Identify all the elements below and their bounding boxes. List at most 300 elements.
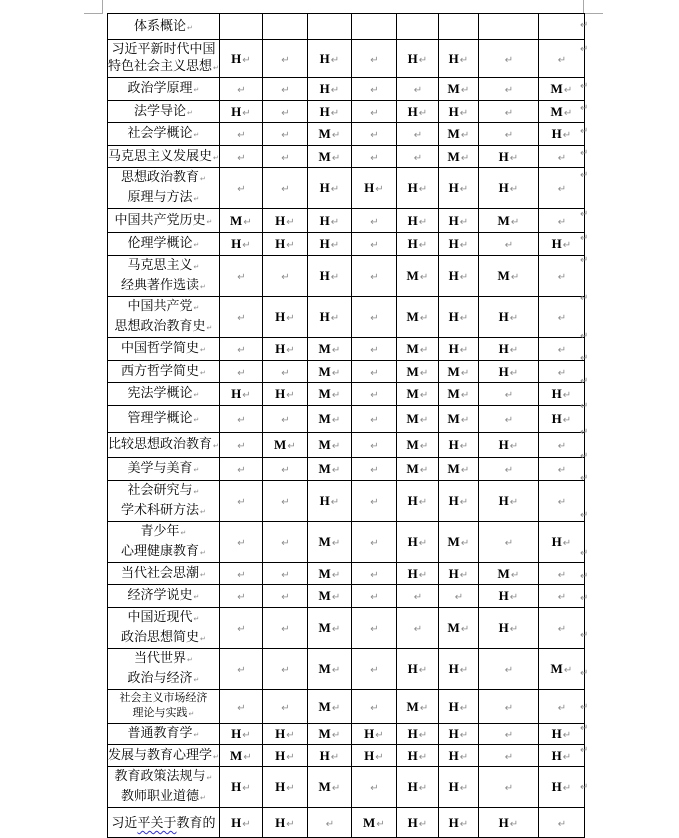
grade-cell[interactable] [219, 767, 262, 808]
grade-cell[interactable] [262, 338, 307, 361]
grade-cell[interactable] [538, 406, 584, 433]
grade-cell[interactable] [219, 123, 262, 146]
grade-cell[interactable] [538, 209, 584, 233]
grade-cell[interactable] [478, 338, 538, 361]
grade-cell[interactable] [307, 256, 351, 297]
course-name: 心理健康教育↵ [121, 543, 206, 558]
grade-cell[interactable] [478, 78, 538, 101]
grade-cell[interactable] [351, 78, 396, 101]
grade-cell[interactable] [351, 233, 396, 256]
grade-cell[interactable] [396, 383, 438, 406]
grade-cell[interactable] [478, 433, 538, 458]
course-name: 经济学说史↵ [127, 587, 200, 602]
course-cell[interactable] [108, 522, 220, 563]
grade-cell[interactable] [262, 724, 307, 745]
grade-cell[interactable] [307, 297, 351, 338]
grade-cell[interactable] [351, 14, 396, 40]
grade-cell[interactable] [438, 458, 478, 481]
grade-cell[interactable] [307, 522, 351, 563]
grade-cell[interactable] [219, 522, 262, 563]
grade-cell[interactable] [478, 522, 538, 563]
paragraph-mark-icon: ↵ [418, 783, 428, 794]
grade-cell[interactable] [438, 767, 478, 808]
grade-cell[interactable] [262, 649, 307, 690]
grade-cell[interactable] [262, 690, 307, 724]
grade-cell[interactable] [307, 14, 351, 40]
grade-cell[interactable] [262, 256, 307, 297]
grade-cell[interactable] [478, 233, 538, 256]
course-cell[interactable] [108, 338, 220, 361]
paragraph-mark-icon: ↵ [419, 390, 429, 401]
grade-cell[interactable] [307, 649, 351, 690]
grade-cell[interactable] [262, 146, 307, 168]
grade-cell[interactable] [538, 168, 584, 209]
grade-cell[interactable] [262, 406, 307, 433]
grade-cell[interactable] [438, 338, 478, 361]
grade-cell[interactable] [219, 78, 262, 101]
grade-cell[interactable] [478, 724, 538, 745]
course-cell[interactable] [108, 608, 220, 649]
grade-cell[interactable] [538, 767, 584, 808]
grade-cell[interactable] [262, 745, 307, 767]
grade-cell[interactable] [262, 40, 307, 78]
grade-cell[interactable] [538, 458, 584, 481]
course-name: 体系概论↵ [134, 17, 193, 33]
paragraph-mark-icon: ↵ [370, 569, 379, 581]
grade-cell[interactable] [438, 14, 478, 40]
grade-cell[interactable] [307, 690, 351, 724]
grade-cell[interactable] [262, 361, 307, 383]
grade-cell[interactable] [262, 522, 307, 563]
grade-cell[interactable] [307, 361, 351, 383]
course-cell[interactable] [108, 101, 220, 123]
grade-cell[interactable] [307, 78, 351, 101]
grade-cell[interactable] [396, 649, 438, 690]
grade-cell[interactable] [396, 690, 438, 724]
grade-cell[interactable] [307, 383, 351, 406]
course-cell[interactable] [108, 361, 220, 383]
grade-cell[interactable] [396, 40, 438, 78]
grade-cell[interactable] [351, 256, 396, 297]
grade-cell[interactable] [396, 745, 438, 767]
grade-cell[interactable] [438, 808, 478, 838]
grade-cell[interactable] [307, 123, 351, 146]
grade-cell[interactable] [438, 78, 478, 101]
paragraph-mark-icon: ↵ [509, 497, 519, 508]
grade-cell[interactable] [538, 585, 584, 608]
course-name: 中国近现代↵ [127, 609, 200, 624]
grade-cell[interactable] [307, 146, 351, 168]
grade-cell[interactable] [307, 406, 351, 433]
grade-cell[interactable] [478, 808, 538, 838]
course-cell[interactable] [108, 40, 220, 78]
paragraph-mark-icon: ↵ [419, 465, 429, 476]
grade-cell[interactable] [438, 724, 478, 745]
grade-cell[interactable] [307, 745, 351, 767]
grade-cell[interactable] [262, 123, 307, 146]
grade-cell[interactable] [438, 361, 478, 383]
grade-cell[interactable] [262, 767, 307, 808]
grade-letter: M [447, 81, 460, 96]
grade-cell[interactable] [262, 608, 307, 649]
row-end-paragraph-mark-icon: ↵ [580, 81, 589, 92]
grade-cell[interactable] [219, 563, 262, 585]
grade-cell[interactable] [478, 458, 538, 481]
grade-cell[interactable] [307, 724, 351, 745]
grade-cell[interactable] [396, 767, 438, 808]
grade-cell[interactable] [478, 101, 538, 123]
grade-cell[interactable] [478, 146, 538, 168]
grade-cell[interactable] [262, 458, 307, 481]
grade-cell[interactable] [351, 297, 396, 338]
grade-cell[interactable] [538, 808, 584, 838]
paragraph-mark-icon: ↵ [370, 624, 379, 635]
paragraph-mark-icon: ↵ [418, 751, 428, 763]
table-row [108, 123, 585, 146]
grade-cell[interactable] [262, 481, 307, 522]
grade-cell[interactable] [538, 724, 584, 745]
grade-cell[interactable] [438, 585, 478, 608]
grade-cell[interactable] [538, 481, 584, 522]
grade-cell[interactable] [351, 146, 396, 168]
grade-cell[interactable] [538, 256, 584, 297]
grade-cell[interactable] [478, 767, 538, 808]
course-cell[interactable] [108, 433, 220, 458]
grade-cell[interactable] [351, 168, 396, 209]
paragraph-mark-icon: ↵ [509, 152, 519, 164]
grade-cell[interactable] [396, 522, 438, 563]
grade-cell[interactable] [262, 14, 307, 40]
grade-cell[interactable] [478, 585, 538, 608]
grade-cell[interactable] [478, 481, 538, 522]
paragraph-mark-icon: ↵ [370, 152, 379, 164]
grade-cell[interactable] [396, 361, 438, 383]
grade-cell[interactable] [307, 40, 351, 78]
grade-cell[interactable] [262, 78, 307, 101]
grade-cell[interactable] [262, 297, 307, 338]
course-cell[interactable] [108, 745, 220, 767]
grade-cell[interactable] [478, 690, 538, 724]
grade-cell[interactable] [351, 406, 396, 433]
grade-cell[interactable] [478, 745, 538, 767]
grade-cell[interactable] [438, 168, 478, 209]
grade-cell[interactable] [478, 361, 538, 383]
grade-cell[interactable] [307, 209, 351, 233]
grade-cell[interactable] [262, 585, 307, 608]
row-end-paragraph-mark-icon: ↵ [580, 331, 589, 342]
course-cell[interactable] [108, 383, 220, 406]
grade-cell[interactable] [351, 522, 396, 563]
grade-cell[interactable] [262, 808, 307, 838]
course-name: 美学与美育↵ [127, 460, 200, 475]
grade-letter: H [231, 726, 242, 741]
grade-cell[interactable] [307, 233, 351, 256]
grade-cell[interactable] [538, 563, 584, 585]
grade-cell[interactable] [351, 433, 396, 458]
grade-cell[interactable] [478, 40, 538, 78]
grade-cell[interactable] [351, 767, 396, 808]
grade-cell[interactable] [219, 745, 262, 767]
grade-cell[interactable] [307, 608, 351, 649]
paragraph-mark-icon: ↵ [281, 465, 290, 476]
course-cell[interactable] [108, 168, 220, 209]
grade-cell[interactable] [396, 168, 438, 209]
grade-cell[interactable] [262, 433, 307, 458]
grade-cell[interactable] [219, 724, 262, 745]
grade-cell[interactable] [219, 297, 262, 338]
grade-cell[interactable] [438, 383, 478, 406]
grade-cell[interactable] [438, 563, 478, 585]
grade-cell[interactable] [307, 458, 351, 481]
paragraph-mark-icon: ↵ [242, 818, 251, 830]
grade-cell[interactable] [438, 608, 478, 649]
grade-cell[interactable] [538, 123, 584, 146]
grade-cell[interactable] [219, 209, 262, 233]
paragraph-mark-icon: ↵ [237, 665, 246, 676]
grade-cell[interactable] [538, 522, 584, 563]
grade-cell[interactable] [478, 168, 538, 209]
grade-cell[interactable] [262, 168, 307, 209]
grade-letter: H [275, 726, 286, 741]
grade-cell[interactable] [396, 14, 438, 40]
paragraph-mark-icon: ↵ [418, 240, 428, 251]
grade-cell[interactable] [538, 361, 584, 383]
course-cell[interactable] [108, 563, 220, 585]
grade-letter: H [319, 309, 330, 324]
grade-cell[interactable] [351, 608, 396, 649]
grade-cell[interactable] [351, 808, 396, 838]
grade-cell[interactable] [396, 563, 438, 585]
grade-cell[interactable] [396, 146, 438, 168]
grade-cell[interactable] [307, 563, 351, 585]
grade-cell[interactable] [219, 14, 262, 40]
grade-cell[interactable] [219, 690, 262, 724]
grade-cell[interactable] [219, 608, 262, 649]
grade-cell[interactable] [351, 40, 396, 78]
grade-cell[interactable] [478, 123, 538, 146]
grade-cell[interactable] [219, 406, 262, 433]
grade-cell[interactable] [219, 649, 262, 690]
course-cell[interactable] [108, 458, 220, 481]
grade-cell[interactable] [538, 383, 584, 406]
grade-cell[interactable] [307, 767, 351, 808]
grade-cell[interactable] [478, 14, 538, 40]
grade-cell[interactable] [396, 808, 438, 838]
grade-cell[interactable] [396, 608, 438, 649]
grade-cell[interactable] [262, 563, 307, 585]
course-cell[interactable] [108, 256, 220, 297]
grade-cell[interactable] [396, 338, 438, 361]
grade-cell[interactable] [351, 585, 396, 608]
grade-cell[interactable] [219, 168, 262, 209]
grade-cell[interactable] [396, 458, 438, 481]
grade-cell[interactable] [538, 233, 584, 256]
paragraph-mark-icon: ↵ [330, 272, 340, 283]
grade-cell[interactable] [262, 233, 307, 256]
grade-cell[interactable] [307, 481, 351, 522]
grade-cell[interactable] [478, 649, 538, 690]
grade-cell[interactable] [307, 433, 351, 458]
grade-cell[interactable] [219, 585, 262, 608]
grade-cell[interactable] [351, 361, 396, 383]
paragraph-mark-icon: ↵ [193, 391, 200, 399]
grade-cell[interactable] [438, 690, 478, 724]
grade-cell[interactable] [307, 101, 351, 123]
paragraph-mark-icon: ↵ [330, 184, 340, 195]
grade-cell[interactable] [538, 14, 584, 40]
grade-cell[interactable] [438, 406, 478, 433]
grade-cell[interactable] [478, 563, 538, 585]
grade-cell[interactable] [396, 406, 438, 433]
paragraph-mark-icon: ↵ [370, 130, 379, 141]
grade-cell[interactable] [438, 297, 478, 338]
grade-cell[interactable] [538, 78, 584, 101]
grade-cell[interactable] [262, 101, 307, 123]
grade-cell[interactable] [438, 146, 478, 168]
grade-cell[interactable] [438, 649, 478, 690]
grade-cell[interactable] [351, 458, 396, 481]
grade-cell[interactable] [219, 338, 262, 361]
grade-cell[interactable] [351, 481, 396, 522]
grade-cell[interactable] [396, 233, 438, 256]
course-cell[interactable] [108, 690, 220, 724]
grade-cell[interactable] [396, 297, 438, 338]
grade-cell[interactable] [538, 608, 584, 649]
course-cell[interactable] [108, 808, 220, 838]
grade-cell[interactable] [351, 745, 396, 767]
grade-cell[interactable] [396, 101, 438, 123]
grade-cell[interactable] [396, 433, 438, 458]
grade-cell[interactable] [438, 209, 478, 233]
grade-cell[interactable] [307, 338, 351, 361]
grade-cell[interactable] [351, 690, 396, 724]
grade-cell[interactable] [396, 481, 438, 522]
grade-cell[interactable] [396, 256, 438, 297]
row-end-paragraph-mark-icon: ↵ [580, 401, 589, 412]
grade-cell[interactable] [351, 724, 396, 745]
grade-cell[interactable] [538, 433, 584, 458]
grade-cell[interactable] [262, 209, 307, 233]
grade-cell[interactable] [438, 123, 478, 146]
grade-cell[interactable] [219, 458, 262, 481]
grade-cell[interactable] [538, 40, 584, 78]
course-cell[interactable] [108, 123, 220, 146]
grade-cell[interactable] [438, 433, 478, 458]
grade-cell[interactable] [219, 808, 262, 838]
grade-cell[interactable] [219, 361, 262, 383]
grade-cell[interactable] [438, 481, 478, 522]
course-cell[interactable] [108, 406, 220, 433]
grade-cell[interactable] [538, 338, 584, 361]
grade-cell[interactable] [351, 338, 396, 361]
paragraph-mark-icon: ↵ [509, 624, 519, 635]
grade-cell[interactable] [351, 209, 396, 233]
grade-cell[interactable] [478, 209, 538, 233]
course-cell[interactable] [108, 233, 220, 256]
grade-cell[interactable] [307, 585, 351, 608]
grade-letter: M [406, 309, 419, 324]
grade-cell[interactable] [538, 297, 584, 338]
grade-cell[interactable] [438, 233, 478, 256]
grade-cell[interactable] [438, 101, 478, 123]
grade-cell[interactable] [396, 123, 438, 146]
grade-cell[interactable] [219, 233, 262, 256]
grade-cell[interactable] [396, 585, 438, 608]
grade-letter: H [551, 386, 562, 401]
grade-cell[interactable] [538, 690, 584, 724]
course-cell[interactable] [108, 649, 220, 690]
course-cell[interactable] [108, 297, 220, 338]
grade-cell[interactable] [538, 649, 584, 690]
grade-cell[interactable] [219, 40, 262, 78]
grade-cell[interactable] [538, 745, 584, 767]
grade-cell[interactable] [219, 146, 262, 168]
paragraph-mark-icon: ↵ [237, 184, 246, 195]
grade-cell[interactable] [478, 383, 538, 406]
grade-cell[interactable] [438, 745, 478, 767]
grade-cell[interactable] [219, 433, 262, 458]
grade-cell[interactable] [438, 40, 478, 78]
row-end-paragraph-mark-icon: ↵ [580, 745, 589, 756]
grade-cell[interactable] [307, 808, 351, 838]
paragraph-mark-icon: ↵ [193, 676, 200, 684]
grade-cell[interactable] [351, 123, 396, 146]
grade-cell[interactable] [396, 78, 438, 101]
course-cell[interactable] [108, 585, 220, 608]
grade-cell[interactable] [219, 383, 262, 406]
course-cell[interactable] [108, 78, 220, 101]
grade-cell[interactable] [219, 481, 262, 522]
paragraph-mark-icon: ↵ [504, 240, 514, 251]
grade-letter: H [448, 565, 459, 581]
grade-cell[interactable] [478, 297, 538, 338]
grade-cell[interactable] [438, 256, 478, 297]
grade-letter: M [318, 437, 331, 452]
grade-cell[interactable] [538, 146, 584, 168]
grade-cell[interactable] [478, 256, 538, 297]
grade-cell[interactable] [307, 168, 351, 209]
grade-cell[interactable] [219, 101, 262, 123]
course-cell[interactable] [108, 724, 220, 745]
table-row [108, 256, 585, 297]
course-cell[interactable] [108, 481, 220, 522]
paragraph-mark-icon: ↵ [510, 569, 520, 581]
grade-cell[interactable] [351, 649, 396, 690]
grade-cell[interactable] [351, 101, 396, 123]
grade-cell[interactable] [538, 101, 584, 123]
grade-letter: H [498, 588, 509, 603]
course-cell[interactable] [108, 767, 220, 808]
grade-cell[interactable] [438, 522, 478, 563]
grade-letter: H [551, 236, 562, 251]
grade-cell[interactable] [262, 383, 307, 406]
grade-cell[interactable] [396, 209, 438, 233]
course-cell[interactable] [108, 14, 220, 40]
paragraph-mark-icon: ↵ [243, 751, 252, 763]
grade-cell[interactable] [219, 256, 262, 297]
paragraph-mark-icon: ↵ [418, 538, 428, 549]
grade-cell[interactable] [396, 724, 438, 745]
course-cell[interactable] [108, 209, 220, 233]
paragraph-mark-icon: ↵ [281, 152, 290, 164]
grade-letter: H [448, 50, 459, 66]
course-cell[interactable] [108, 146, 220, 168]
grade-cell[interactable] [478, 608, 538, 649]
grade-cell[interactable] [478, 406, 538, 433]
grade-cell[interactable] [351, 563, 396, 585]
paragraph-mark-icon: ↵ [459, 184, 469, 195]
grade-cell[interactable] [351, 383, 396, 406]
